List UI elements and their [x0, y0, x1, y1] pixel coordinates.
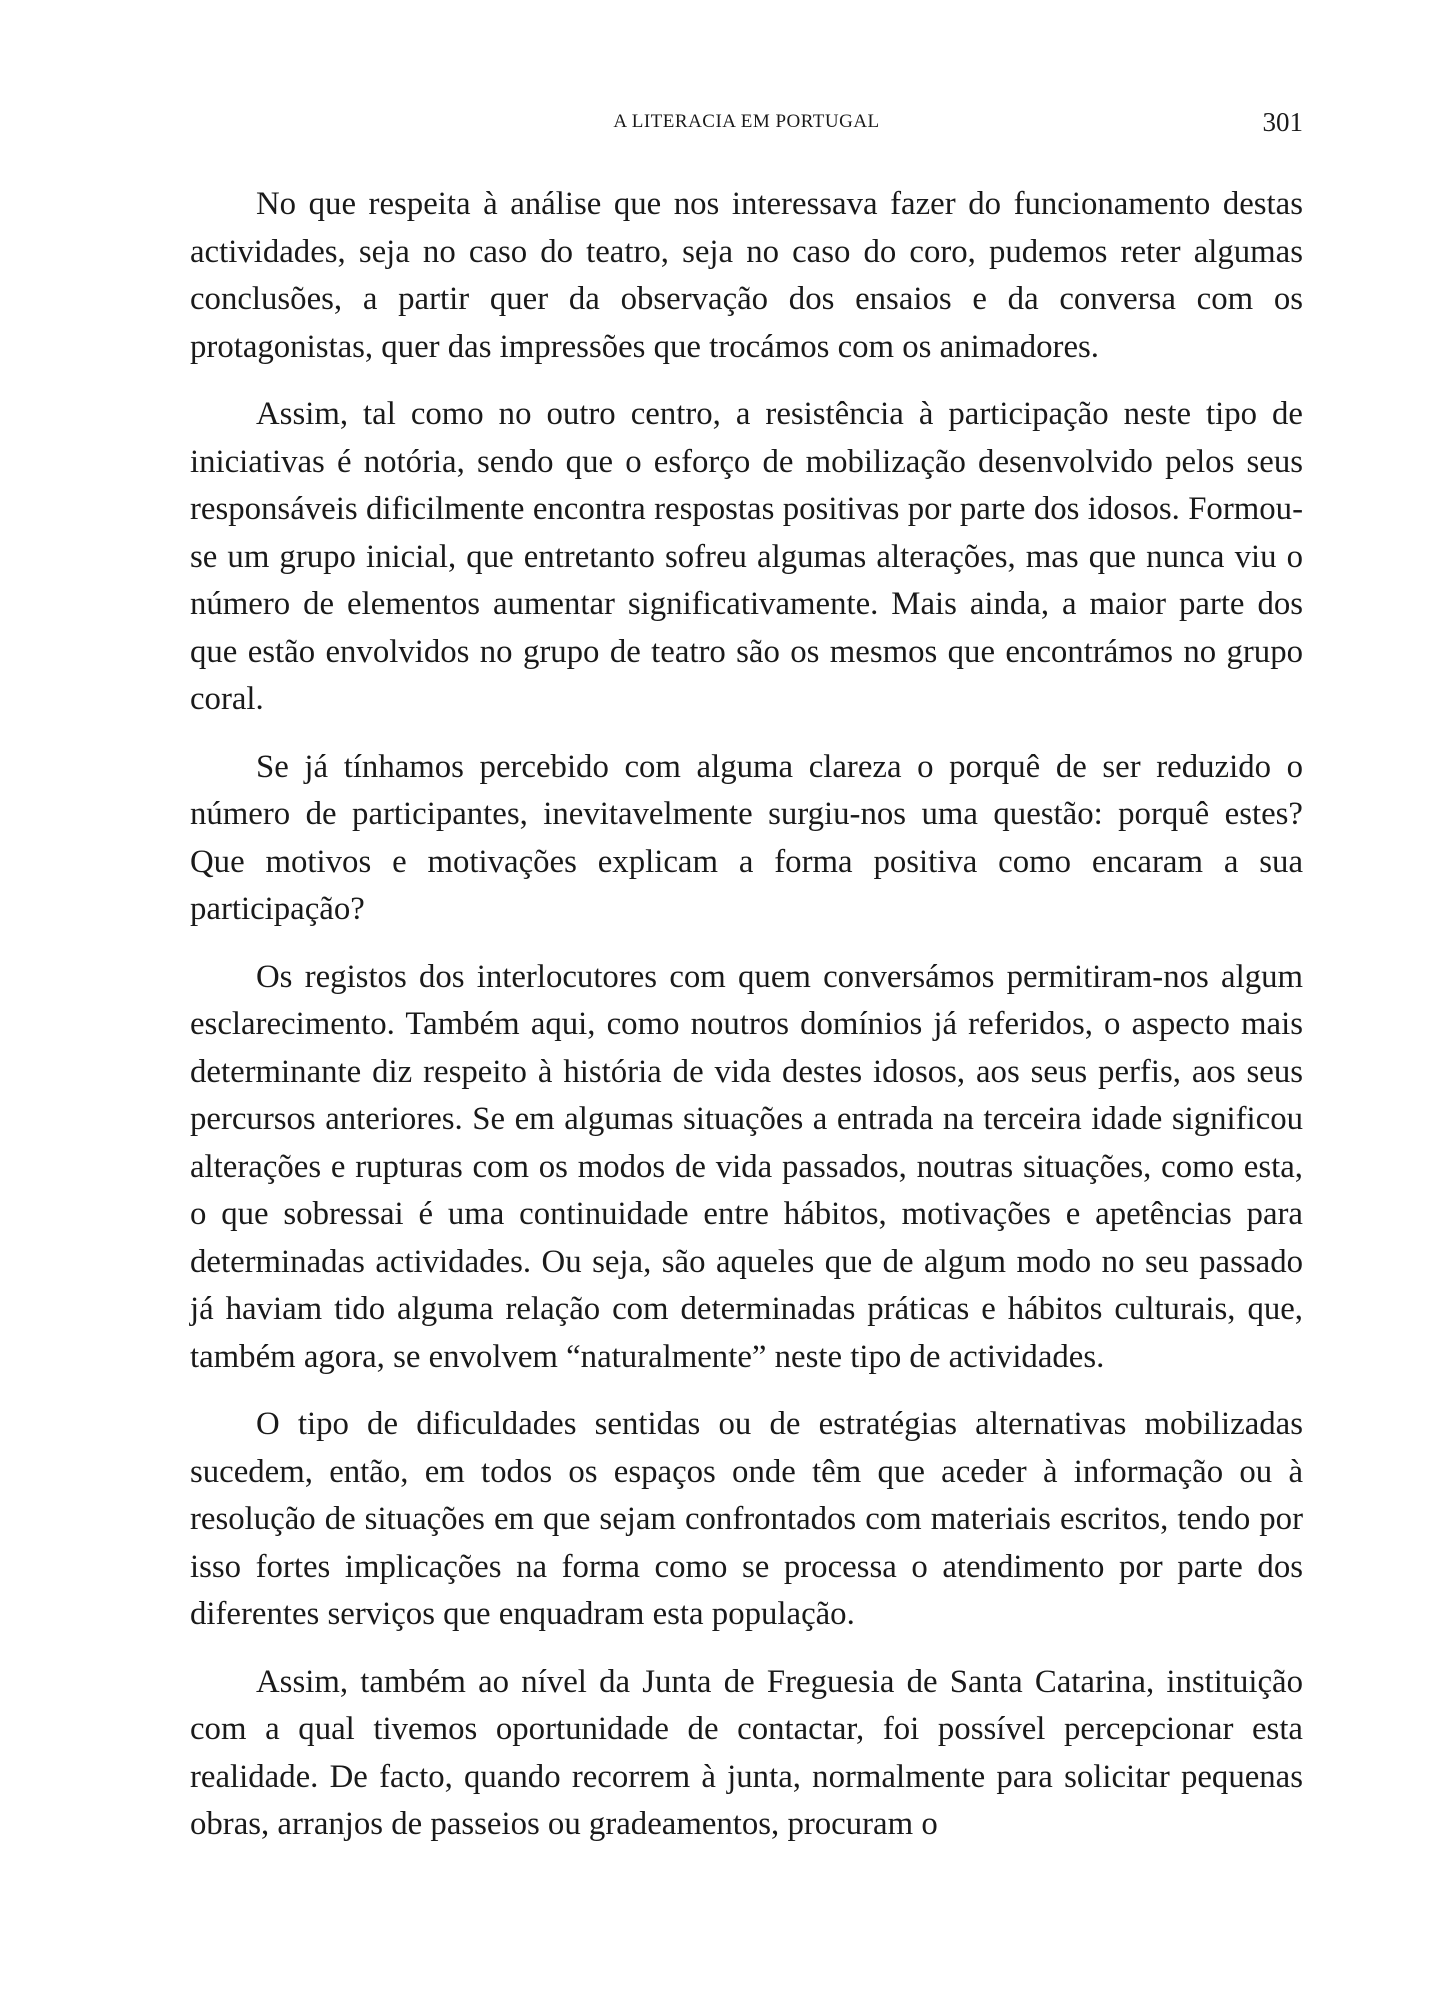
- paragraph: Os registos dos interlocutores com quem conversámos permitiram-nos algum esclarecimento. Também aqui, como noutros domínios já referidos, o aspecto mais determinante diz respeito à história de vida destes idosos, aos seus perfis, aos seus percursos anteriores. Se em algumas situações a entrada na terceira idade significou alterações e rupturas com os modos de vida passados, noutras situações, como esta, o que sobressai é uma continuidade entre hábitos, motivações e apetências para determinadas actividades. Ou seja, são aqueles que de algum modo no seu passado já haviam tido alguma relação com determinadas práticas e hábitos culturais, que, também agora, se envolvem “naturalmente” neste tipo de actividades.: [190, 958, 1303, 1375]
- paragraph: Assim, tal como no outro centro, a resistência à participação neste tipo de iniciativas é notória, sendo que o esforço de mobilização desenvolvido pelos seus responsáveis dificilmente encontra respostas positivas por parte dos idosos. Formou-se um grupo inicial, que entretanto sofreu algumas alterações, mas que nunca viu o número de elementos aumentar significativamente. Mais ainda, a maior parte dos que estão envolvidos no grupo de teatro são os mesmos que encontrámos no grupo coral.: [190, 396, 1303, 717]
- paragraph: O tipo de dificuldades sentidas ou de estratégias alternativas mobilizadas sucedem, então, em todos os espaços onde têm que aceder à informação ou à resolução de situações em que sejam confrontados com materiais escritos, tendo por isso fortes implicações na forma como se processa o atendimento por parte dos diferentes serviços que enquadram esta população.: [190, 1406, 1303, 1632]
- running-title: A LITERACIA EM PORTUGAL: [613, 111, 880, 132]
- paragraph: Assim, também ao nível da Junta de Freguesia de Santa Catarina, instituição com a qual tivemos oportunidade de contactar, foi possível percepcionar esta realidade. De facto, quando recorrem à junta, normalmente para solicitar pequenas obras, arranjos de passeios ou gradeamentos, procuram o: [190, 1663, 1303, 1842]
- page-number: 301: [1262, 107, 1303, 137]
- body-text: [190, 181, 1303, 1869]
- running-head: [190, 106, 1303, 138]
- paragraph: Se já tínhamos percebido com alguma clareza o porquê de ser reduzido o número de participantes, inevitavelmente surgiu-nos uma questão: porquê estes? Que motivos e motivações explicam a forma positiva como encaram a sua participação?: [190, 748, 1303, 927]
- paragraph: No que respeita à análise que nos interessava fazer do funcionamento destas actividades, seja no caso do teatro, seja no caso do coro, pudemos reter algumas conclusões, a partir quer da observação dos ensaios e da conversa com os protagonistas, quer das impressões que trocámos com os animadores.: [190, 186, 1303, 365]
